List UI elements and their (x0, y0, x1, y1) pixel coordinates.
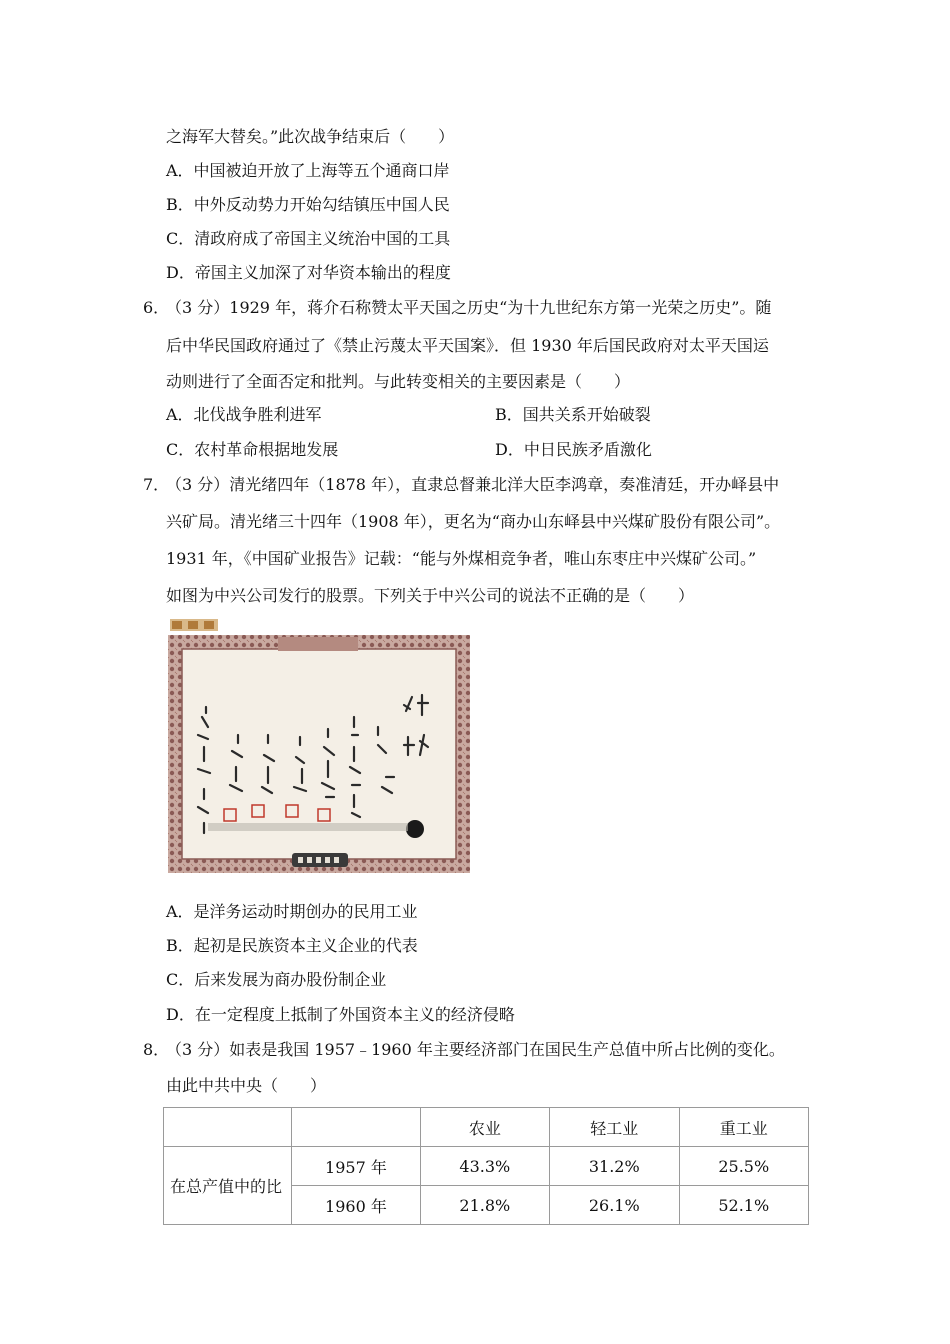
q7-number: 7． (143, 475, 170, 494)
q8-stem-line-2: 由此中共中央（ ） (166, 1076, 327, 1095)
q7-stem-line-2: 兴矿局。清光绪三十四年（1908 年），更名为“商办山东峄县中兴煤矿股份有限公司”。 (166, 512, 781, 531)
table-row (164, 1147, 809, 1186)
table-header-cell (164, 1108, 292, 1147)
table-header-cell (292, 1108, 420, 1147)
table-header-heavy-industry: 重工业 (679, 1108, 809, 1147)
economy-proportion-table (163, 1107, 809, 1225)
table-cell: 43.3% (420, 1147, 549, 1186)
q7-option-d[interactable]: D．在一定程度上抵制了外国资本主义的经济侵略 (166, 1005, 515, 1024)
q7-stem-line-3: 1931 年，《中国矿业报告》记载：“能与外煤相竞争者，唯山东枣庄中兴煤矿公司。” (166, 549, 757, 568)
q7-stem-line-1: （3 分）清光绪四年（1878 年），直隶总督兼北洋大臣李鸿章，奏准清廷，开办峄县中 (166, 475, 780, 494)
q8-number: 8． (143, 1040, 170, 1059)
q5-option-c[interactable]: C．清政府成了帝国主义统治中国的工具 (166, 229, 451, 248)
table-year-cell: 1960 年 (292, 1186, 420, 1225)
q5-option-d[interactable]: D．帝国主义加深了对华资本输出的程度 (166, 263, 451, 282)
table-header-light-industry: 轻工业 (550, 1108, 679, 1147)
table-cell: 21.8% (420, 1186, 549, 1225)
q7-option-b[interactable]: B．起初是民族资本主义企业的代表 (166, 936, 418, 955)
q7-option-c[interactable]: C．后来发展为商办股份制企业 (166, 970, 387, 989)
q5-option-b[interactable]: B．中外反动势力开始勾结镇压中国人民 (166, 195, 450, 214)
q6-option-a[interactable]: A．北伐战争胜利进军 (166, 405, 322, 424)
q6-option-c[interactable]: C．农村革命根据地发展 (166, 440, 339, 459)
table-cell: 31.2% (550, 1147, 679, 1186)
q6-option-d[interactable]: D．中日民族矛盾激化 (495, 440, 652, 459)
q6-option-b[interactable]: B．国共关系开始破裂 (495, 405, 651, 424)
q8-stem-line-1: （3 分）如表是我国 1957﹣1960 年主要经济部门在国民生产总值中所占比例的变化。 (166, 1040, 785, 1059)
q5-stem-tail: 之海军大替矣。”此次战争结束后（ ） (166, 127, 455, 146)
stock-certificate-image (168, 617, 470, 873)
q7-option-a[interactable]: A．是洋务运动时期创办的民用工业 (166, 902, 418, 921)
q6-stem-line-2: 后中华民国政府通过了《禁止污蔑太平天国案》．但 1930 年后国民政府对太平天国运 (166, 336, 769, 355)
q6-stem-line-3: 动则进行了全面否定和批判。与此转变相关的主要因素是（ ） (166, 372, 631, 391)
q7-stem-line-4: 如图为中兴公司发行的股票。下列关于中兴公司的说法不正确的是（ ） (166, 586, 695, 605)
q5-option-a[interactable]: A．中国被迫开放了上海等五个通商口岸 (166, 161, 450, 180)
table-year-cell: 1957 年 (292, 1147, 420, 1186)
table-cell: 25.5% (679, 1147, 809, 1186)
q6-stem-line-1: （3 分）1929 年，蒋介石称赞太平天国之历史“为十九世纪东方第一光荣之历史”。随 (166, 298, 772, 317)
table-row-label: 在总产值中的比 (164, 1147, 292, 1225)
table-header-agriculture: 农业 (420, 1108, 549, 1147)
q6-number: 6． (143, 298, 170, 317)
table-cell: 52.1% (679, 1186, 809, 1225)
table-header-row (164, 1108, 809, 1147)
table-cell: 26.1% (550, 1186, 679, 1225)
